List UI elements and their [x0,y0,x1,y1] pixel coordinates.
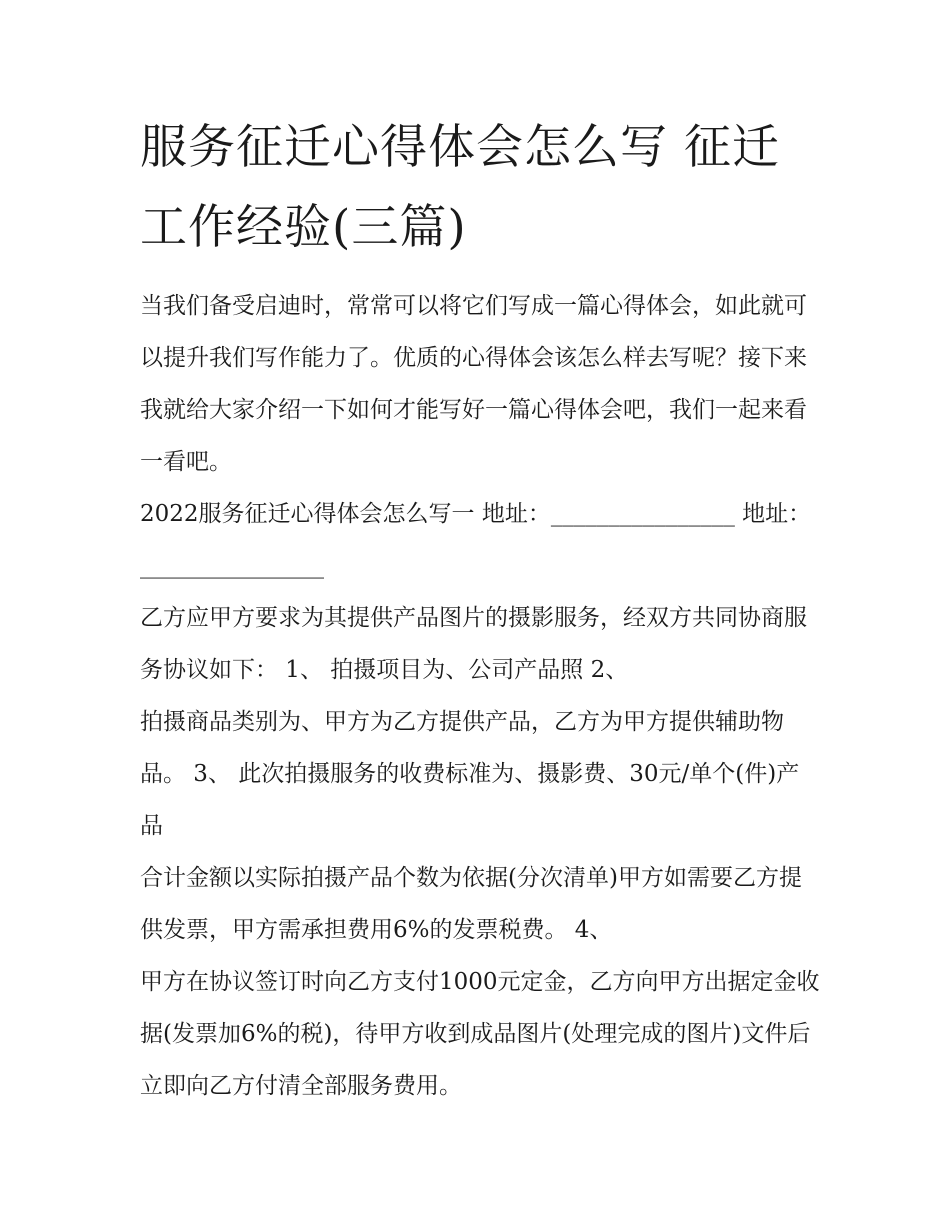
document-body [140,280,820,1112]
product-category-paragraph: 拍摄商品类别为、甲方为乙方提供产品，乙方为甲方提供辅助物品。 3、 此次拍摄服务的收费标准为、摄影费、30元/单个(件)产品 [140,709,800,839]
deposit-paragraph: 甲方在协议签订时向乙方支付1000元定金，乙方向甲方出据定金收据(发票加6%的税)，待甲方收到成品图片(处理完成的图片)文件后立即向乙方付清全部服务费用。 [140,969,820,1099]
address-paragraph: 2022服务征迁心得体会怎么写一 地址：________________ 地址：________________ [140,501,812,579]
agreement-paragraph: 乙方应甲方要求为其提供产品图片的摄影服务，经双方共同协商服务协议如下： 1、 拍摄项目为、公司产品照 2、 [140,605,807,683]
document-title: 服务征迁心得体会怎么写 征迁工作经验(三篇) [140,120,780,255]
invoice-paragraph: 合计金额以实际拍摄产品个数为依据(分次清单)甲方如需要乙方提供发票，甲方需承担费用6%的发票税费。 4、 [140,865,802,943]
document-page [140,108,820,1112]
intro-paragraph: 当我们备受启迪时，常常可以将它们写成一篇心得体会，如此就可以提升我们写作能力了。优质的心得体会该怎么样去写呢？接下来我就给大家介绍一下如何才能写好一篇心得体会吧，我们一起来看一看吧。 [140,293,807,475]
